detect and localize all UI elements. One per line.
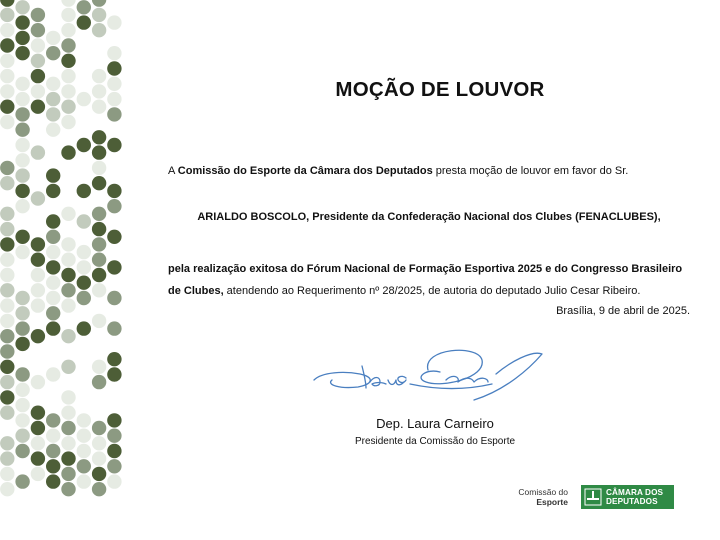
decorative-dot (0, 482, 14, 496)
decorative-dot (92, 451, 106, 465)
decorative-dot (46, 276, 60, 290)
page-title: MOÇÃO DE LOUVOR (335, 78, 545, 101)
decorative-dot (31, 253, 45, 267)
decorative-dot (61, 8, 75, 22)
handwritten-signature (310, 344, 545, 424)
decorative-dot (61, 237, 75, 251)
decorative-dot (0, 176, 14, 190)
decorative-dot (0, 406, 14, 420)
decorative-dot (0, 375, 14, 389)
decorative-dot (46, 123, 60, 137)
place-date: Brasília, 9 de abril de 2025. (556, 305, 690, 317)
decorative-dot (0, 360, 14, 374)
decorative-dot (92, 176, 106, 190)
decorative-dot (92, 375, 106, 389)
camara-emblem-icon (584, 488, 602, 506)
decorative-dot (92, 161, 106, 175)
decorative-dot (77, 245, 91, 259)
decorative-dot (92, 100, 106, 114)
decorative-dot (77, 92, 91, 106)
decorative-dot (0, 0, 14, 7)
decorative-dot (61, 253, 75, 267)
decorative-dot (77, 459, 91, 473)
decorative-dot (0, 100, 14, 114)
decorative-dot (92, 482, 106, 496)
decorative-dot (61, 360, 75, 374)
decorative-dot (61, 69, 75, 83)
honoree-line: ARIALDO BOSCOLO, Presidente da Confederação Nacional dos Clubes (FENACLUBES), (197, 211, 661, 223)
decorative-dot (31, 329, 45, 343)
decorative-dot (61, 54, 75, 68)
decorative-dot (31, 298, 45, 312)
decorative-dot (0, 467, 14, 481)
decorative-dot (46, 46, 60, 60)
decorative-dot (61, 390, 75, 404)
decorative-dot (46, 184, 60, 198)
decorative-dot (92, 207, 106, 221)
decorative-dot (77, 15, 91, 29)
decorative-dot (31, 23, 45, 37)
decorative-dot (61, 38, 75, 52)
decorative-dot (61, 451, 75, 465)
decorative-dot (31, 268, 45, 282)
decorative-dot (46, 92, 60, 106)
decorative-dot (46, 214, 60, 228)
signer-name: Dep. Laura Carneiro (376, 416, 494, 431)
camara-logo-line1: CÂMARA DOS (606, 488, 664, 497)
decorative-dot (107, 260, 121, 274)
decorative-dot (61, 100, 75, 114)
intro-paragraph (168, 164, 690, 178)
decorative-dot (31, 406, 45, 420)
decorative-dot (0, 84, 14, 98)
decorative-dot (77, 184, 91, 198)
decorative-dot (77, 138, 91, 152)
decorative-dot (15, 413, 29, 427)
decorative-dot (31, 69, 45, 83)
decorative-dot (107, 321, 121, 335)
decorative-dot (61, 298, 75, 312)
decorative-dot (15, 245, 29, 259)
decorative-dot (0, 283, 14, 297)
decorative-dot (92, 69, 106, 83)
decorative-dot (61, 268, 75, 282)
decorative-dot (61, 145, 75, 159)
decorative-dot (15, 429, 29, 443)
decorative-dot (46, 444, 60, 458)
decorative-dot (0, 69, 14, 83)
decorative-dot (107, 107, 121, 121)
decorative-dot (0, 54, 14, 68)
decorative-dot (107, 367, 121, 381)
decorative-dot (15, 138, 29, 152)
decorative-dot (46, 413, 60, 427)
decorative-dot (15, 337, 29, 351)
decorative-dot (15, 367, 29, 381)
decorative-dot (107, 15, 121, 29)
comissao-esporte-logo (508, 487, 568, 507)
decorative-dot (0, 329, 14, 343)
decorative-dot (46, 474, 60, 488)
decorative-dot (15, 168, 29, 182)
decorative-dot (31, 237, 45, 251)
decorative-dot (61, 436, 75, 450)
decorative-dot (46, 459, 60, 473)
camara-logo-line2: DEPUTADOS (606, 497, 658, 506)
decorative-dot (92, 360, 106, 374)
decorative-dot (92, 467, 106, 481)
decorative-dot (46, 245, 60, 259)
decorative-dot (31, 375, 45, 389)
decorative-dot (77, 413, 91, 427)
decorative-dot (77, 260, 91, 274)
decorative-dot (15, 123, 29, 137)
decorative-dot (31, 84, 45, 98)
decorative-dot (77, 0, 91, 14)
decorative-dot (107, 230, 121, 244)
decorative-dot (15, 46, 29, 60)
decorative-dot (31, 54, 45, 68)
decorative-dot (107, 77, 121, 91)
decorative-dot (92, 84, 106, 98)
decorative-dot (92, 8, 106, 22)
decorative-dot (15, 321, 29, 335)
decorative-dot (31, 467, 45, 481)
decorative-dot (46, 321, 60, 335)
decorative-dot (0, 237, 14, 251)
decorative-dot (61, 84, 75, 98)
decorative-dot (0, 8, 14, 22)
decorative-dot (15, 184, 29, 198)
decorative-dot (31, 283, 45, 297)
decorative-dot (0, 390, 14, 404)
decorative-dot (31, 191, 45, 205)
decorative-dot (46, 31, 60, 45)
decorative-dot (46, 429, 60, 443)
decorative-dot (77, 291, 91, 305)
decorative-dot (15, 199, 29, 213)
committee-logo-line1: Comissão do (518, 487, 568, 497)
decorative-dot (46, 168, 60, 182)
decorative-dot (107, 352, 121, 366)
decorative-dot (0, 314, 14, 328)
decorative-dot (15, 92, 29, 106)
decorative-dot (107, 46, 121, 60)
decorative-dot (15, 0, 29, 14)
decorative-dot (0, 23, 14, 37)
decorative-dot (0, 268, 14, 282)
decorative-dot (107, 184, 121, 198)
decorative-dot (107, 291, 121, 305)
decorative-dot (92, 23, 106, 37)
decorative-dot (77, 444, 91, 458)
decorative-dot (15, 31, 29, 45)
reason-prefix: pela realização exitosa do (168, 263, 307, 275)
decorative-dot (0, 38, 14, 52)
decorative-dot (61, 329, 75, 343)
decorative-dot (0, 298, 14, 312)
decorative-dot (0, 344, 14, 358)
decorative-dot (15, 77, 29, 91)
decorative-dot (92, 237, 106, 251)
decorative-dot (46, 107, 60, 121)
decorative-dot (92, 222, 106, 236)
decorative-dot (77, 214, 91, 228)
decorative-dot (15, 291, 29, 305)
decorative-dot (0, 253, 14, 267)
decorative-dot (61, 207, 75, 221)
reason-rest: atendendo ao Requerimento nº 28/2025, de autoria do deputado Julio Cesar Ribeiro. (223, 285, 641, 297)
decorative-dot (107, 429, 121, 443)
decorative-dot (0, 451, 14, 465)
decorative-dot (92, 283, 106, 297)
decorative-dot (15, 15, 29, 29)
decorative-dot (61, 421, 75, 435)
decorative-dot (15, 230, 29, 244)
decorative-dot (31, 436, 45, 450)
decorative-dot (77, 276, 91, 290)
decorative-dot (107, 413, 121, 427)
decorative-dot (61, 23, 75, 37)
reason-paragraph (168, 258, 690, 302)
decorative-dot (31, 145, 45, 159)
decorative-dot (92, 314, 106, 328)
intro-prefix: A (168, 165, 178, 177)
decorative-dot (15, 444, 29, 458)
decorative-dot (0, 115, 14, 129)
decorative-dot (46, 306, 60, 320)
signer-role: Presidente da Comissão do Esporte (354, 436, 516, 447)
intro-committee: Comissão do Esporte da Câmara dos Deputados (177, 165, 433, 177)
decorative-dot (46, 260, 60, 274)
decorative-dot (77, 474, 91, 488)
decorative-dot (92, 145, 106, 159)
decorative-dot (15, 474, 29, 488)
decorative-dot (31, 100, 45, 114)
decorative-dot (46, 77, 60, 91)
intro-rest: presta moção de louvor em favor do Sr. (432, 165, 629, 177)
decorative-dot (107, 138, 121, 152)
decorative-dot (107, 444, 121, 458)
decorative-dot (0, 207, 14, 221)
decorative-dot (92, 253, 106, 267)
decorative-dot (31, 38, 45, 52)
decorative-dot (107, 199, 121, 213)
decorative-dot (92, 436, 106, 450)
decorative-dot (46, 291, 60, 305)
decorative-dot (0, 436, 14, 450)
decorative-dot (61, 283, 75, 297)
decorative-dot (46, 367, 60, 381)
decorative-dot (31, 451, 45, 465)
decorative-dot (107, 61, 121, 75)
decorative-dot (107, 474, 121, 488)
decorative-dot (46, 230, 60, 244)
decorative-dot (61, 0, 75, 7)
decorative-dot (31, 421, 45, 435)
decorative-dot (107, 459, 121, 473)
decorative-dot (15, 153, 29, 167)
decorative-dot (61, 482, 75, 496)
decorative-dot (15, 398, 29, 412)
decorative-dot (31, 8, 45, 22)
decorative-dot (15, 383, 29, 397)
decorative-dot (61, 406, 75, 420)
decorative-dot (61, 115, 75, 129)
decorative-dot (92, 130, 106, 144)
decorative-dot (77, 429, 91, 443)
decorative-dot (15, 107, 29, 121)
decorative-dot-pattern (0, 0, 150, 540)
reason-events: Fórum Nacional de Formação Esportiva 2025 e do Congresso Brasileiro de Clubes, (168, 263, 683, 297)
decorative-dot (92, 421, 106, 435)
decorative-dot (61, 467, 75, 481)
decorative-dot (107, 92, 121, 106)
committee-logo-line2: Esporte (536, 497, 568, 507)
decorative-dot (92, 268, 106, 282)
decorative-dot (0, 161, 14, 175)
decorative-dot (92, 0, 106, 7)
decorative-dot (15, 306, 29, 320)
decorative-dot (77, 321, 91, 335)
decorative-dot (0, 222, 14, 236)
camara-deputados-logo (581, 485, 674, 509)
